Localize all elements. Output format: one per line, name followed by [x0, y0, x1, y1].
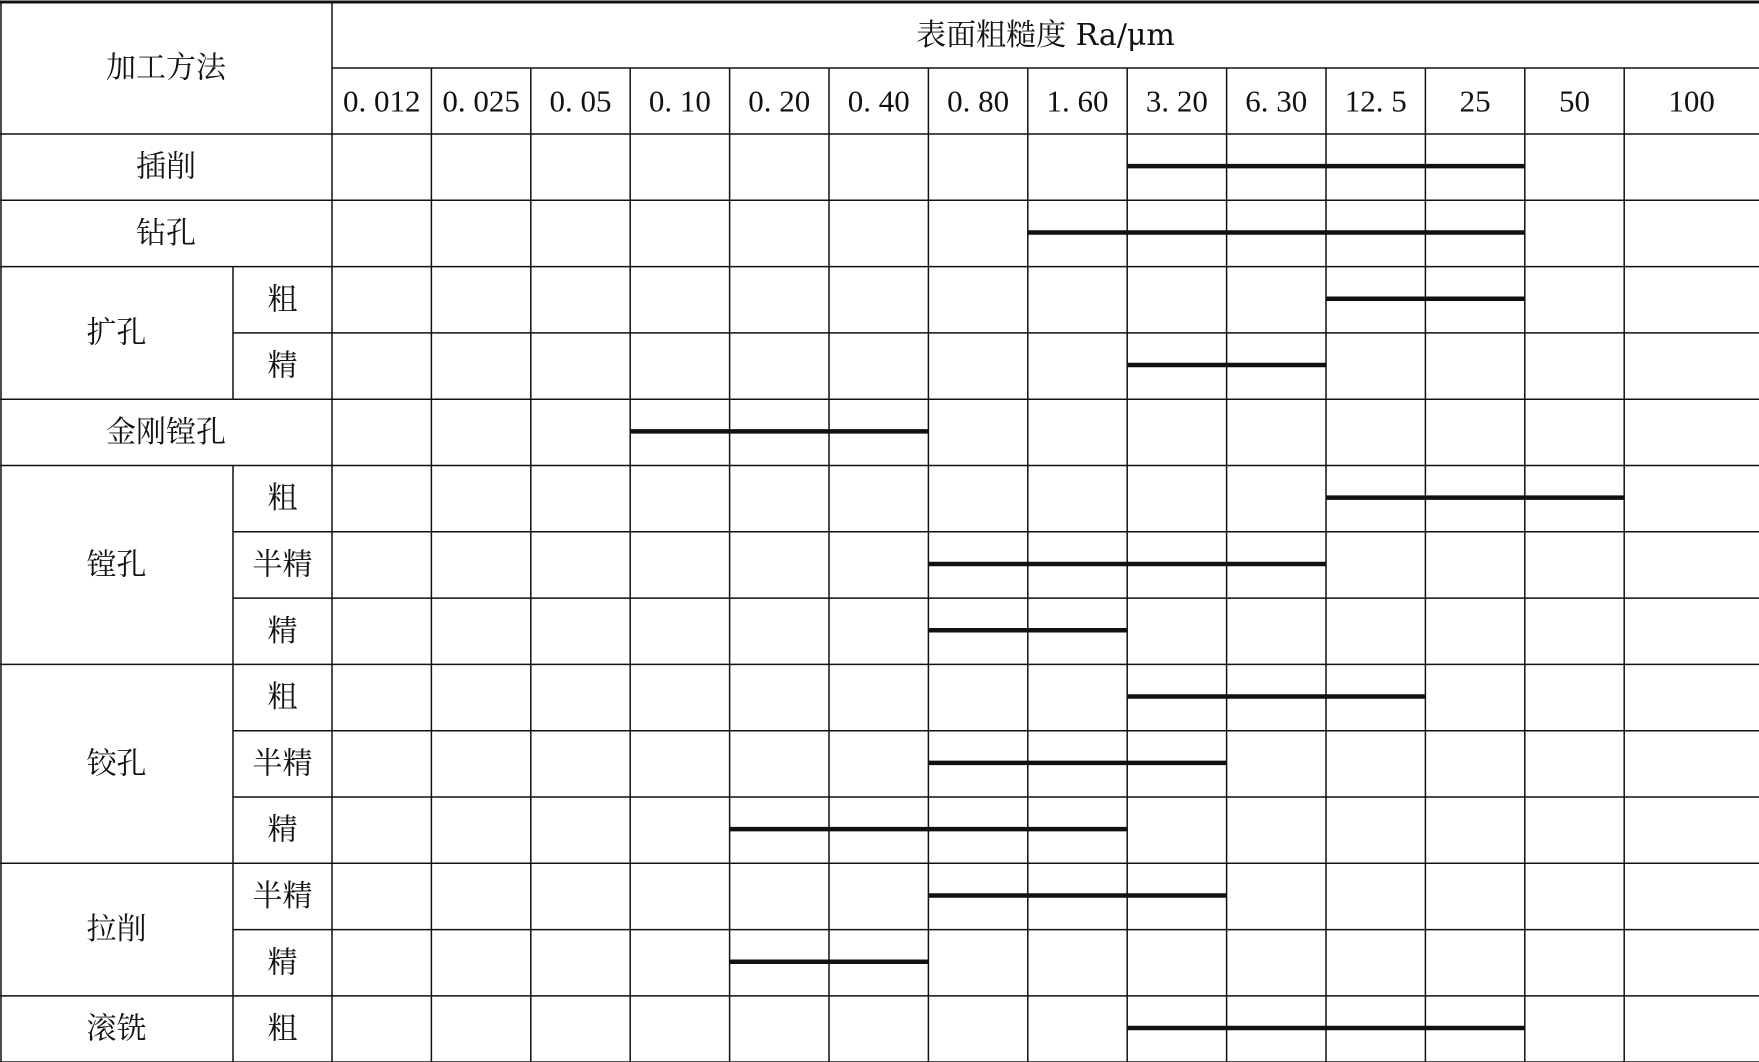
sub-method-label: 粗 [267, 1011, 298, 1047]
sub-method-label: 半精 [252, 746, 313, 782]
sub-method-label: 精 [267, 945, 298, 981]
ra-column-header: 0. 05 [549, 83, 612, 119]
sub-method-label: 粗 [267, 481, 298, 517]
roughness-header-label: 表面粗糙度 [916, 17, 1076, 53]
ra-column-header: 12. 5 [1344, 83, 1407, 119]
sub-method-label: 粗 [267, 282, 298, 318]
ra-column-header: 0. 025 [442, 83, 520, 119]
roughness-unit: /μm [1116, 17, 1175, 53]
ra-column-header: 0. 80 [947, 83, 1010, 119]
method-label: 钻孔 [136, 215, 196, 251]
ra-column-header: 0. 10 [648, 83, 711, 119]
ra-column-header: 3. 20 [1145, 83, 1208, 119]
method-label: 滚铣 [86, 1011, 147, 1047]
ra-column-header: 100 [1668, 83, 1715, 119]
method-label: 铰孔 [86, 746, 147, 782]
ra-column-header: 0. 20 [748, 83, 811, 119]
sub-method-label: 半精 [252, 547, 313, 583]
ra-column-header: 25 [1459, 83, 1491, 119]
roughness-header [916, 18, 1175, 53]
roughness-symbol: Ra [1075, 17, 1117, 53]
ra-column-header: 1. 60 [1046, 83, 1109, 119]
sub-method-label: 精 [267, 613, 298, 649]
ra-column-header: 50 [1559, 83, 1590, 119]
ra-column-header: 6. 30 [1245, 83, 1308, 119]
sub-method-label: 精 [267, 812, 298, 848]
ra-column-header: 0. 40 [847, 83, 910, 119]
method-column-header: 加工方法 [106, 50, 226, 86]
method-label: 镗孔 [86, 547, 147, 583]
method-label: 扩孔 [86, 315, 147, 351]
sub-method-label: 精 [267, 348, 298, 384]
sub-method-label: 粗 [267, 680, 298, 716]
sub-method-label: 半精 [252, 878, 313, 914]
method-label: 金刚镗孔 [106, 414, 226, 450]
method-label: 插削 [136, 149, 196, 185]
method-label: 拉削 [86, 912, 147, 948]
ra-column-header: 0. 012 [342, 83, 421, 119]
